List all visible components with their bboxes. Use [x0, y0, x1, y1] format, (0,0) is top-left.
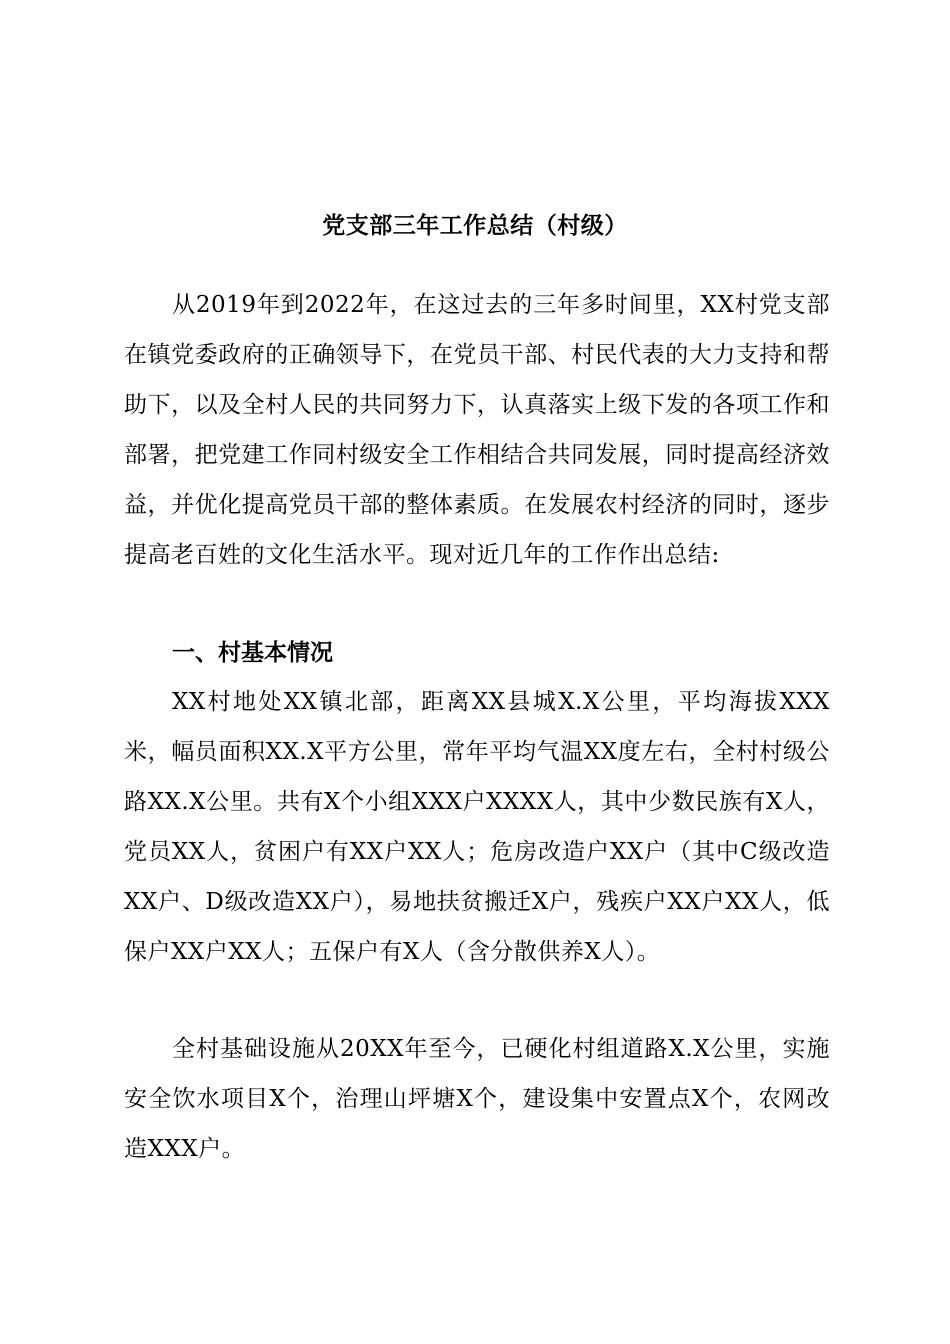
section-heading-basic-info: 一、村基本情况 [172, 640, 333, 666]
document-title: 党支部三年工作总结（村级） [322, 213, 628, 239]
intro-paragraph: 从2019年到2022年，在这过去的三年多时间里，XX村党支部在镇党委政府的正确领导下，在党员干部、村民代表的大力支持和帮助下，以及全村人民的共同努力下，认真落实上级下发的各项工作和部署，把党建工作同村级安全工作相结合共同发展，同时提高经济效益，并优化提高党员干部的整体素质。在发展农村经济的同时，逐步提高老百姓的文化生活水平。现对近几年的工作作出总结: [124, 292, 830, 568]
basic-info-paragraph: XX村地处XX镇北部，距离XX县城X.X公里，平均海拔XXX米，幅员面积XX.X平方公里，常年平均气温XX度左右，全村村级公路XX.X公里。共有X个小组XXX户XXXX人，其中少数民族有X人，党员XX人，贫困户有XX户XX人；危房改造户XX户（其中C级改造XX户、D级改造XX户），易地扶贫搬迁X户，残疾户XX户XX人，低保户XX户XX人；五保户有X人（含分散供养X人）。 [124, 689, 830, 965]
infrastructure-paragraph: 全村基础设施从20XX年至今，已硬化村组道路X.X公里，实施安全饮水项目X个，治理山坪塘X个，建设集中安置点X个，农网改造XXX户。 [124, 1036, 830, 1162]
